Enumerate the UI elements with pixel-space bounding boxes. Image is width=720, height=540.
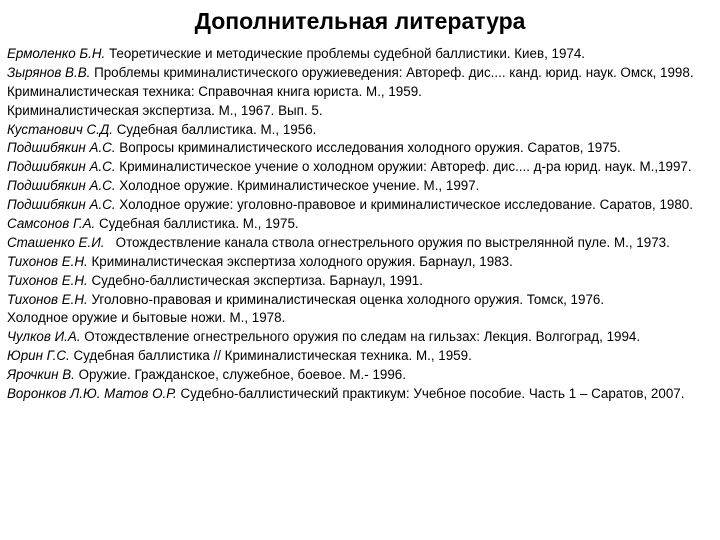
reference-text: Холодное оружие и бытовые ножи. М., 1978. xyxy=(7,310,286,326)
reference-text: Отождествление огнестрельного оружия по следам на гильзах: Лекция. Волгоград, 1994. xyxy=(80,329,641,345)
reference-text: Холодное оружие: уголовно-правовое и криминалистическое исследование. Саратов, 1980. xyxy=(115,197,693,213)
reference-item xyxy=(7,386,719,401)
reference-author: Кустанович С.Д. xyxy=(7,121,114,137)
reference-list xyxy=(7,46,719,405)
reference-item xyxy=(7,65,719,80)
reference-text: Судебно-баллистический практикум: Учебное пособие. Часть 1 – Саратов, 2007. xyxy=(176,386,685,402)
reference-text: Оружие. Гражданское, служебное, боевое. М.- 1996. xyxy=(74,367,406,383)
reference-text: Проблемы криминалистического оружиеведения: Автореф. дис.... канд. юрид. наук. Омск, 1998. xyxy=(90,64,694,80)
reference-author: Юрин Г.С. xyxy=(7,348,70,364)
reference-item xyxy=(7,122,719,137)
reference-item xyxy=(7,178,719,193)
reference-item xyxy=(7,329,719,344)
reference-text: Холодное оружие. Криминалистическое учение. М., 1997. xyxy=(115,178,480,194)
page-title: Дополнительная литература xyxy=(194,8,526,34)
reference-text: Вопросы криминалистического исследования холодного оружия. Саратов, 1975. xyxy=(115,140,621,156)
reference-text: Криминалистическая экспертиза холодного оружия. Барнаул, 1983. xyxy=(87,253,513,269)
reference-item xyxy=(7,84,719,99)
reference-author: Подшибякин А.С. xyxy=(7,140,116,156)
reference-item xyxy=(7,197,719,212)
reference-author: Ермоленко Б.Н. xyxy=(7,46,106,61)
reference-text: Судебная баллистика. М., 1956. xyxy=(113,121,317,137)
reference-item xyxy=(7,310,719,325)
reference-author: Зырянов В.В. xyxy=(7,64,91,80)
reference-text: Криминалистическое учение о холодном оружии: Автореф. дис.... д-ра юрид. наук. М.,1997. xyxy=(115,159,692,175)
reference-author: Тихонов Е.Н. xyxy=(7,272,88,288)
reference-item xyxy=(7,348,719,363)
reference-author: Ярочкин В. xyxy=(7,367,75,383)
reference-author: Подшибякин А.С. xyxy=(7,197,116,213)
reference-item xyxy=(7,254,719,269)
reference-text: Теоретические и методические проблемы судебной баллистики. Киев, 1974. xyxy=(105,46,586,61)
reference-author: Подшибякин А.С. xyxy=(7,159,116,175)
reference-author: Сташенко Е.И. xyxy=(7,234,105,250)
reference-item xyxy=(7,367,719,382)
reference-item xyxy=(7,159,719,174)
reference-author: Тихонов Е.Н. xyxy=(7,253,88,269)
reference-text: Криминалистическая экспертиза. М., 1967. Вып. 5. xyxy=(7,102,323,118)
reference-text: Криминалистическая техника: Справочная книга юриста. М., 1959. xyxy=(7,83,422,99)
reference-text: Судебная баллистика. М., 1975. xyxy=(95,216,299,232)
reference-author: Подшибякин А.С. xyxy=(7,178,116,194)
reference-text: Судебная баллистика // Криминалистическая техника. М., 1959. xyxy=(69,348,472,364)
reference-item xyxy=(7,140,719,155)
reference-text: Уголовно-правовая и криминалистическая оценка холодного оружия. Томск, 1976. xyxy=(87,291,605,307)
reference-item xyxy=(7,235,719,250)
reference-item xyxy=(7,216,719,231)
reference-item xyxy=(7,273,719,288)
reference-text: Отождествление канала ствола огнестрельного оружия по выстрелянной пуле. М., 1973. xyxy=(104,234,670,250)
reference-author: Самсонов Г.А. xyxy=(7,216,96,232)
reference-author: Чулков И.А. xyxy=(7,329,81,345)
reference-item xyxy=(7,46,719,61)
reference-item xyxy=(7,103,719,118)
reference-text: Судебно-баллистическая экспертиза. Барнаул, 1991. xyxy=(87,272,423,288)
reference-author: Воронков Л.Ю. Матов О.Р. xyxy=(7,386,177,402)
reference-author: Тихонов Е.Н. xyxy=(7,291,88,307)
reference-item xyxy=(7,292,719,307)
